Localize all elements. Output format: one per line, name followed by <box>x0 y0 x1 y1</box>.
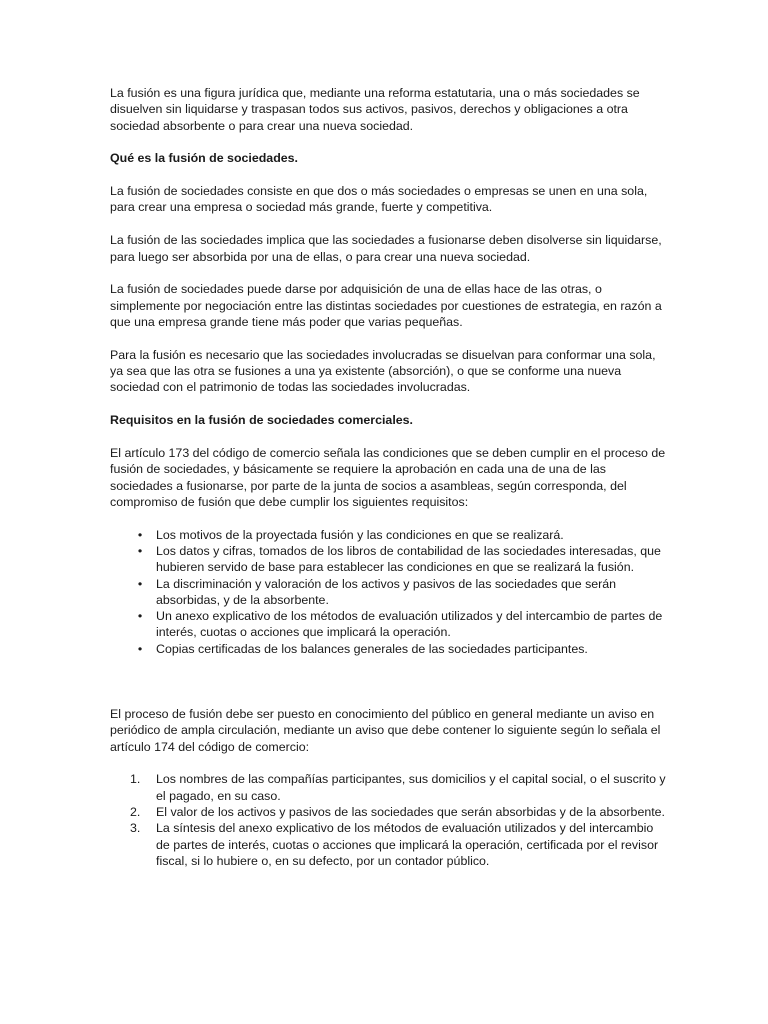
list-item-text: Los datos y cifras, tomados de los libros de contabilidad de las sociedades interesadas, que hubieren servido de base para establecer las condiciones en que se realizará la fusión. <box>156 543 661 575</box>
list-item <box>110 608 668 641</box>
paragraph: La fusión de las sociedades implica que las sociedades a fusionarse deben disolverse sin liquidarse, para luego ser absorbida por una de ellas, o para crear una nueva sociedad. <box>110 233 662 264</box>
notice-contents-list <box>110 771 668 869</box>
list-item <box>110 576 668 609</box>
list-item <box>110 527 668 543</box>
bullet-marker: • <box>137 609 143 624</box>
number-marker: 1. <box>130 772 141 787</box>
requirements-list <box>110 527 668 657</box>
list-item-text: Un anexo explicativo de los métodos de evaluación utilizados y del intercambio de partes de interés, cuotas o acciones que implicará la operación. <box>156 609 663 640</box>
paragraph: Para la fusión es necesario que las sociedades involucradas se disuelvan para conformar una sola, ya sea que las otra se fusiones a una ya existente (absorción), o que se conforme una nueva sociedad con el patrimonio de todas las sociedades involucradas. <box>110 347 656 395</box>
list-item-text: Los motivos de la proyectada fusión y las condiciones en que se realizará. <box>156 527 564 542</box>
document-body <box>110 85 668 869</box>
list-item-text: Los nombres de las compañías participantes, sus domicilios y el capital social, o el suscrito y el pagado, en su caso. <box>156 772 666 803</box>
bullet-marker: • <box>137 576 143 591</box>
number-marker: 3. <box>130 821 141 836</box>
section-heading-definition: Qué es la fusión de sociedades. <box>110 151 298 166</box>
paragraph: La fusión de sociedades puede darse por adquisición de una de ellas hace de las otras, o simplemente por negociación entre las distintas sociedades por cuestiones de estrategia, en razón a que una empresa grande tiene más poder que varias pequeñas. <box>110 282 662 329</box>
list-item-text: El valor de los activos y pasivos de las sociedades que serán absorbidas y de la absorbente. <box>156 805 666 819</box>
list-item <box>110 641 668 657</box>
list-item-text: La discriminación y valoración de los activos y pasivos de las sociedades que serán absorbidas, y de la absorbente. <box>156 576 617 607</box>
intro-paragraph: La fusión es una figura jurídica que, mediante una reforma estatutaria, una o más sociedades se disuelven sin liquidarse y traspasan todos sus activos, pasivos, derechos y obligaciones a otra sociedad absorbente o para crear una nueva sociedad. <box>110 86 640 133</box>
number-marker: 2. <box>130 805 141 819</box>
blank-space <box>110 657 668 706</box>
list-item-text: Copias certificadas de los balances generales de las sociedades participantes. <box>156 641 588 656</box>
bullet-marker: • <box>137 641 143 656</box>
bullet-marker: • <box>137 527 143 542</box>
bullet-marker: • <box>137 543 143 558</box>
list-item <box>110 820 668 869</box>
list-item-text: La síntesis del anexo explicativo de los métodos de evaluación utilizados y del intercambio de partes de interés, cuotas o acciones que implicará la operación, certificada por el revisor fiscal, si lo hubiere o, en su defecto, por un contador público. <box>156 821 659 868</box>
paragraph: La fusión de sociedades consiste en que dos o más sociedades o empresas se unen en una sola, para crear una empresa o sociedad más grande, fuerte y competitiva. <box>110 184 648 215</box>
paragraph: El proceso de fusión debe ser puesto en conocimiento del público en general mediante un aviso en periódico de ampla circulación, mediante un aviso que debe contener lo siguiente según lo señala el artículo 174 del código de comercio: <box>110 707 661 754</box>
list-item <box>110 543 668 576</box>
section-heading-requirements: Requisitos en la fusión de sociedades comerciales. <box>110 413 413 428</box>
list-item <box>110 804 668 820</box>
list-item <box>110 771 668 804</box>
paragraph: El artículo 173 del código de comercio señala las condiciones que se deben cumplir en el proceso de fusión de sociedades, y básicamente se requiere la aprobación en cada una de una de las sociedades a fusionarse, por parte de la junta de socios a asambleas, según corresponda, del compromiso de fusión que debe cumplir los siguientes requisitos: <box>110 445 666 509</box>
